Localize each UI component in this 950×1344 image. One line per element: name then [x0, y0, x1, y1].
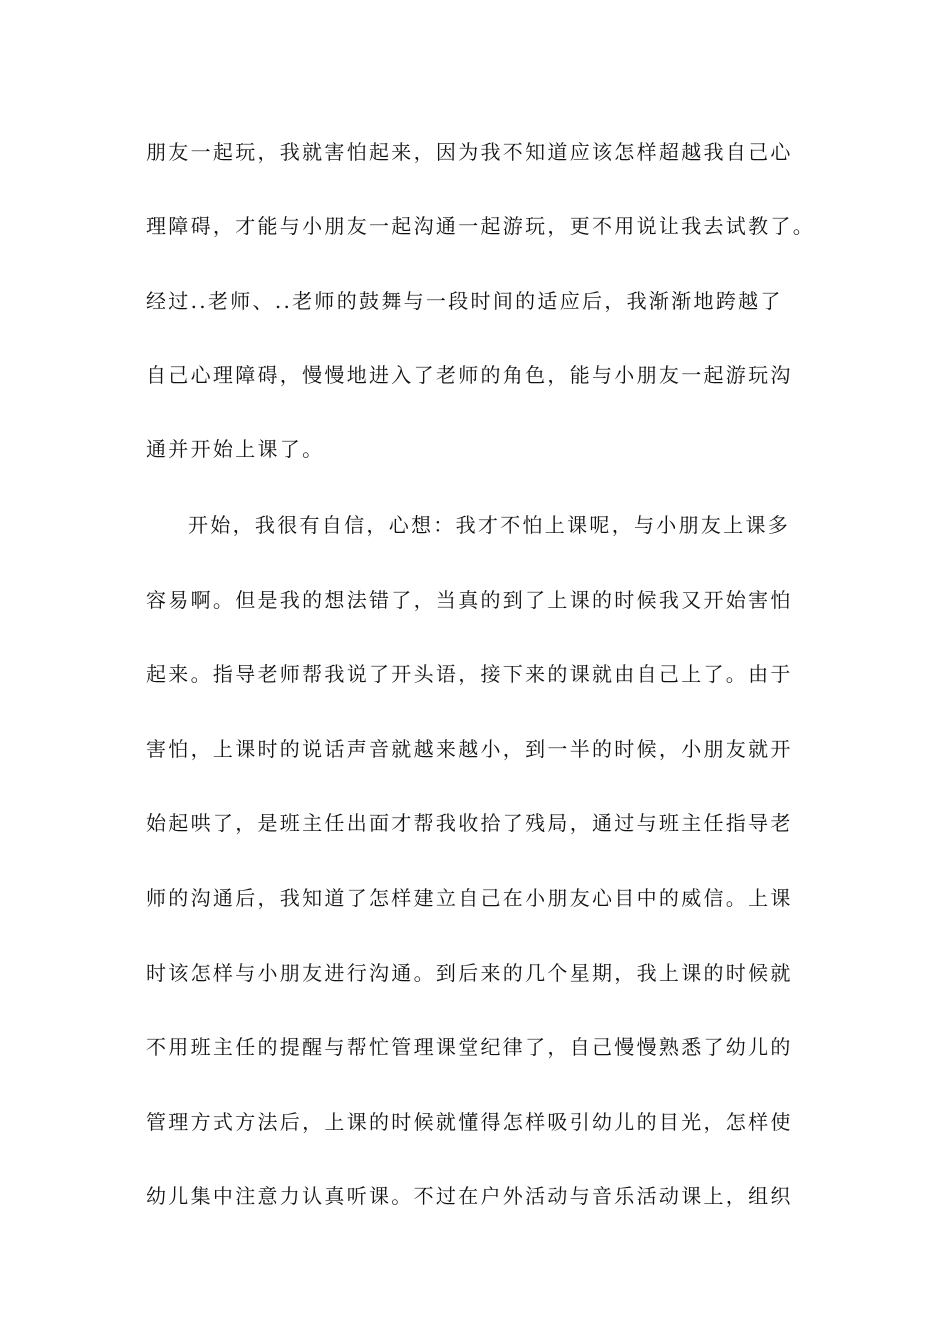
text-line: 害怕，上课时的说话声音就越来越小，到一半的时候，小朋友就开: [146, 737, 793, 761]
text-line: 开始，我很有自信，心想：我才不怕上课呢，与小朋友上课多: [188, 513, 791, 537]
text-line: 通并开始上课了。: [146, 437, 325, 461]
text-line: 不用班主任的提醒与帮忙管理课堂纪律了，自己慢慢熟悉了幼儿的: [146, 1035, 793, 1059]
text-line: 理障碍，才能与小朋友一起沟通一起游玩，更不用说让我去试教了。: [146, 214, 815, 238]
text-line: 经过..老师、..老师的鼓舞与一段时间的适应后，我渐渐地跨越了: [146, 289, 783, 313]
text-line: 容易啊。但是我的想法错了，当真的到了上课的时候我又开始害怕: [146, 588, 793, 612]
text-line: 时该怎样与小朋友进行沟通。到后来的几个星期，我上课的时候就: [146, 961, 793, 985]
text-line: 自己心理障碍，慢慢地进入了老师的角色，能与小朋友一起游玩沟: [146, 363, 793, 387]
text-line: 管理方式方法后，上课的时候就懂得怎样吸引幼儿的目光，怎样使: [146, 1110, 793, 1134]
text-line: 起来。指导老师帮我说了开头语，接下来的课就由自己上了。由于: [146, 662, 793, 686]
text-line: 幼儿集中注意力认真听课。不过在户外活动与音乐活动课上，组织: [146, 1184, 793, 1208]
text-line: 始起哄了，是班主任出面才帮我收拾了残局，通过与班主任指导老: [146, 811, 793, 835]
text-line: 朋友一起玩，我就害怕起来，因为我不知道应该怎样超越我自己心: [146, 140, 793, 164]
text-line: 师的沟通后，我知道了怎样建立自己在小朋友心目中的威信。上课: [146, 886, 793, 910]
